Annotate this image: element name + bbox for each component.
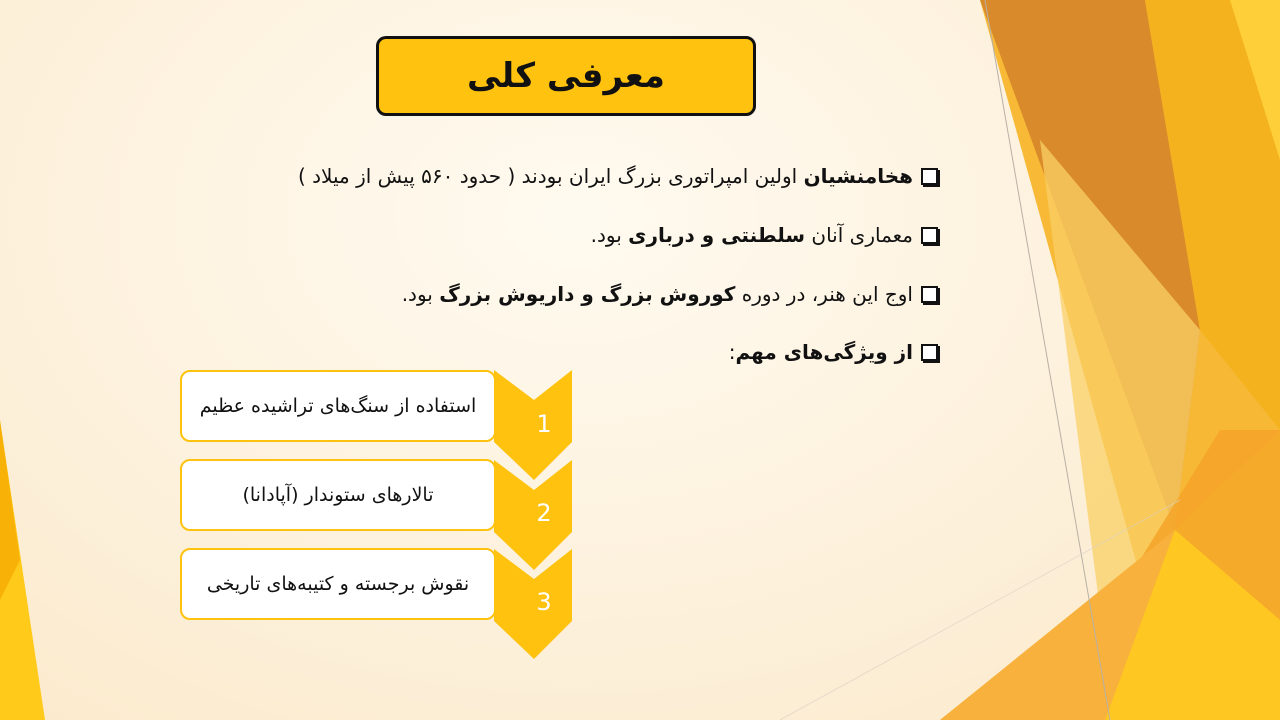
bullet-bold: هخامنشیان bbox=[803, 164, 913, 188]
step-text: تالارهای ستوندار (آپادانا) bbox=[242, 484, 434, 506]
bullet-item-3 bbox=[402, 282, 938, 306]
bullet-post: بود. bbox=[590, 223, 629, 247]
bullet-post: اولین امپراتوری بزرگ ایران بودند ( حدود ۵۶۰ پیش از میلاد ) bbox=[297, 164, 804, 188]
step-text: نقوش برجسته و کتیبه‌های تاریخی bbox=[206, 573, 470, 595]
page-title: معرفی کلی bbox=[467, 56, 665, 96]
step-card-1 bbox=[180, 370, 496, 442]
bullet-post: بود. bbox=[401, 282, 440, 306]
checkbox-bullet-icon bbox=[921, 344, 938, 361]
step-number-1: 1 bbox=[536, 410, 552, 438]
step-number-2: 2 bbox=[536, 499, 552, 527]
bullet-item-2 bbox=[591, 223, 938, 247]
step-text: استفاده از سنگ‌های تراشیده عظیم bbox=[199, 395, 477, 417]
bullet-pre: اوج این هنر، در دوره bbox=[735, 282, 913, 306]
step-number-3: 3 bbox=[536, 588, 552, 616]
bullet-bold: سلطنتی و درباری bbox=[628, 223, 806, 247]
bullet-bold: کوروش بزرگ و داریوش بزرگ bbox=[439, 282, 736, 306]
checkbox-bullet-icon bbox=[921, 286, 938, 303]
bullet-item-1 bbox=[298, 164, 938, 188]
bullet-bold: از ویژگی‌های مهم bbox=[735, 340, 913, 364]
bullet-item-4 bbox=[729, 340, 938, 364]
checkbox-bullet-icon bbox=[921, 227, 938, 244]
checkbox-bullet-icon bbox=[921, 168, 938, 185]
step-card-2 bbox=[180, 459, 496, 531]
title-box bbox=[376, 36, 756, 116]
step-card-3 bbox=[180, 548, 496, 620]
bullet-post: : bbox=[728, 340, 736, 364]
bullet-pre: معماری آنان bbox=[805, 223, 913, 247]
features-list bbox=[180, 370, 572, 660]
